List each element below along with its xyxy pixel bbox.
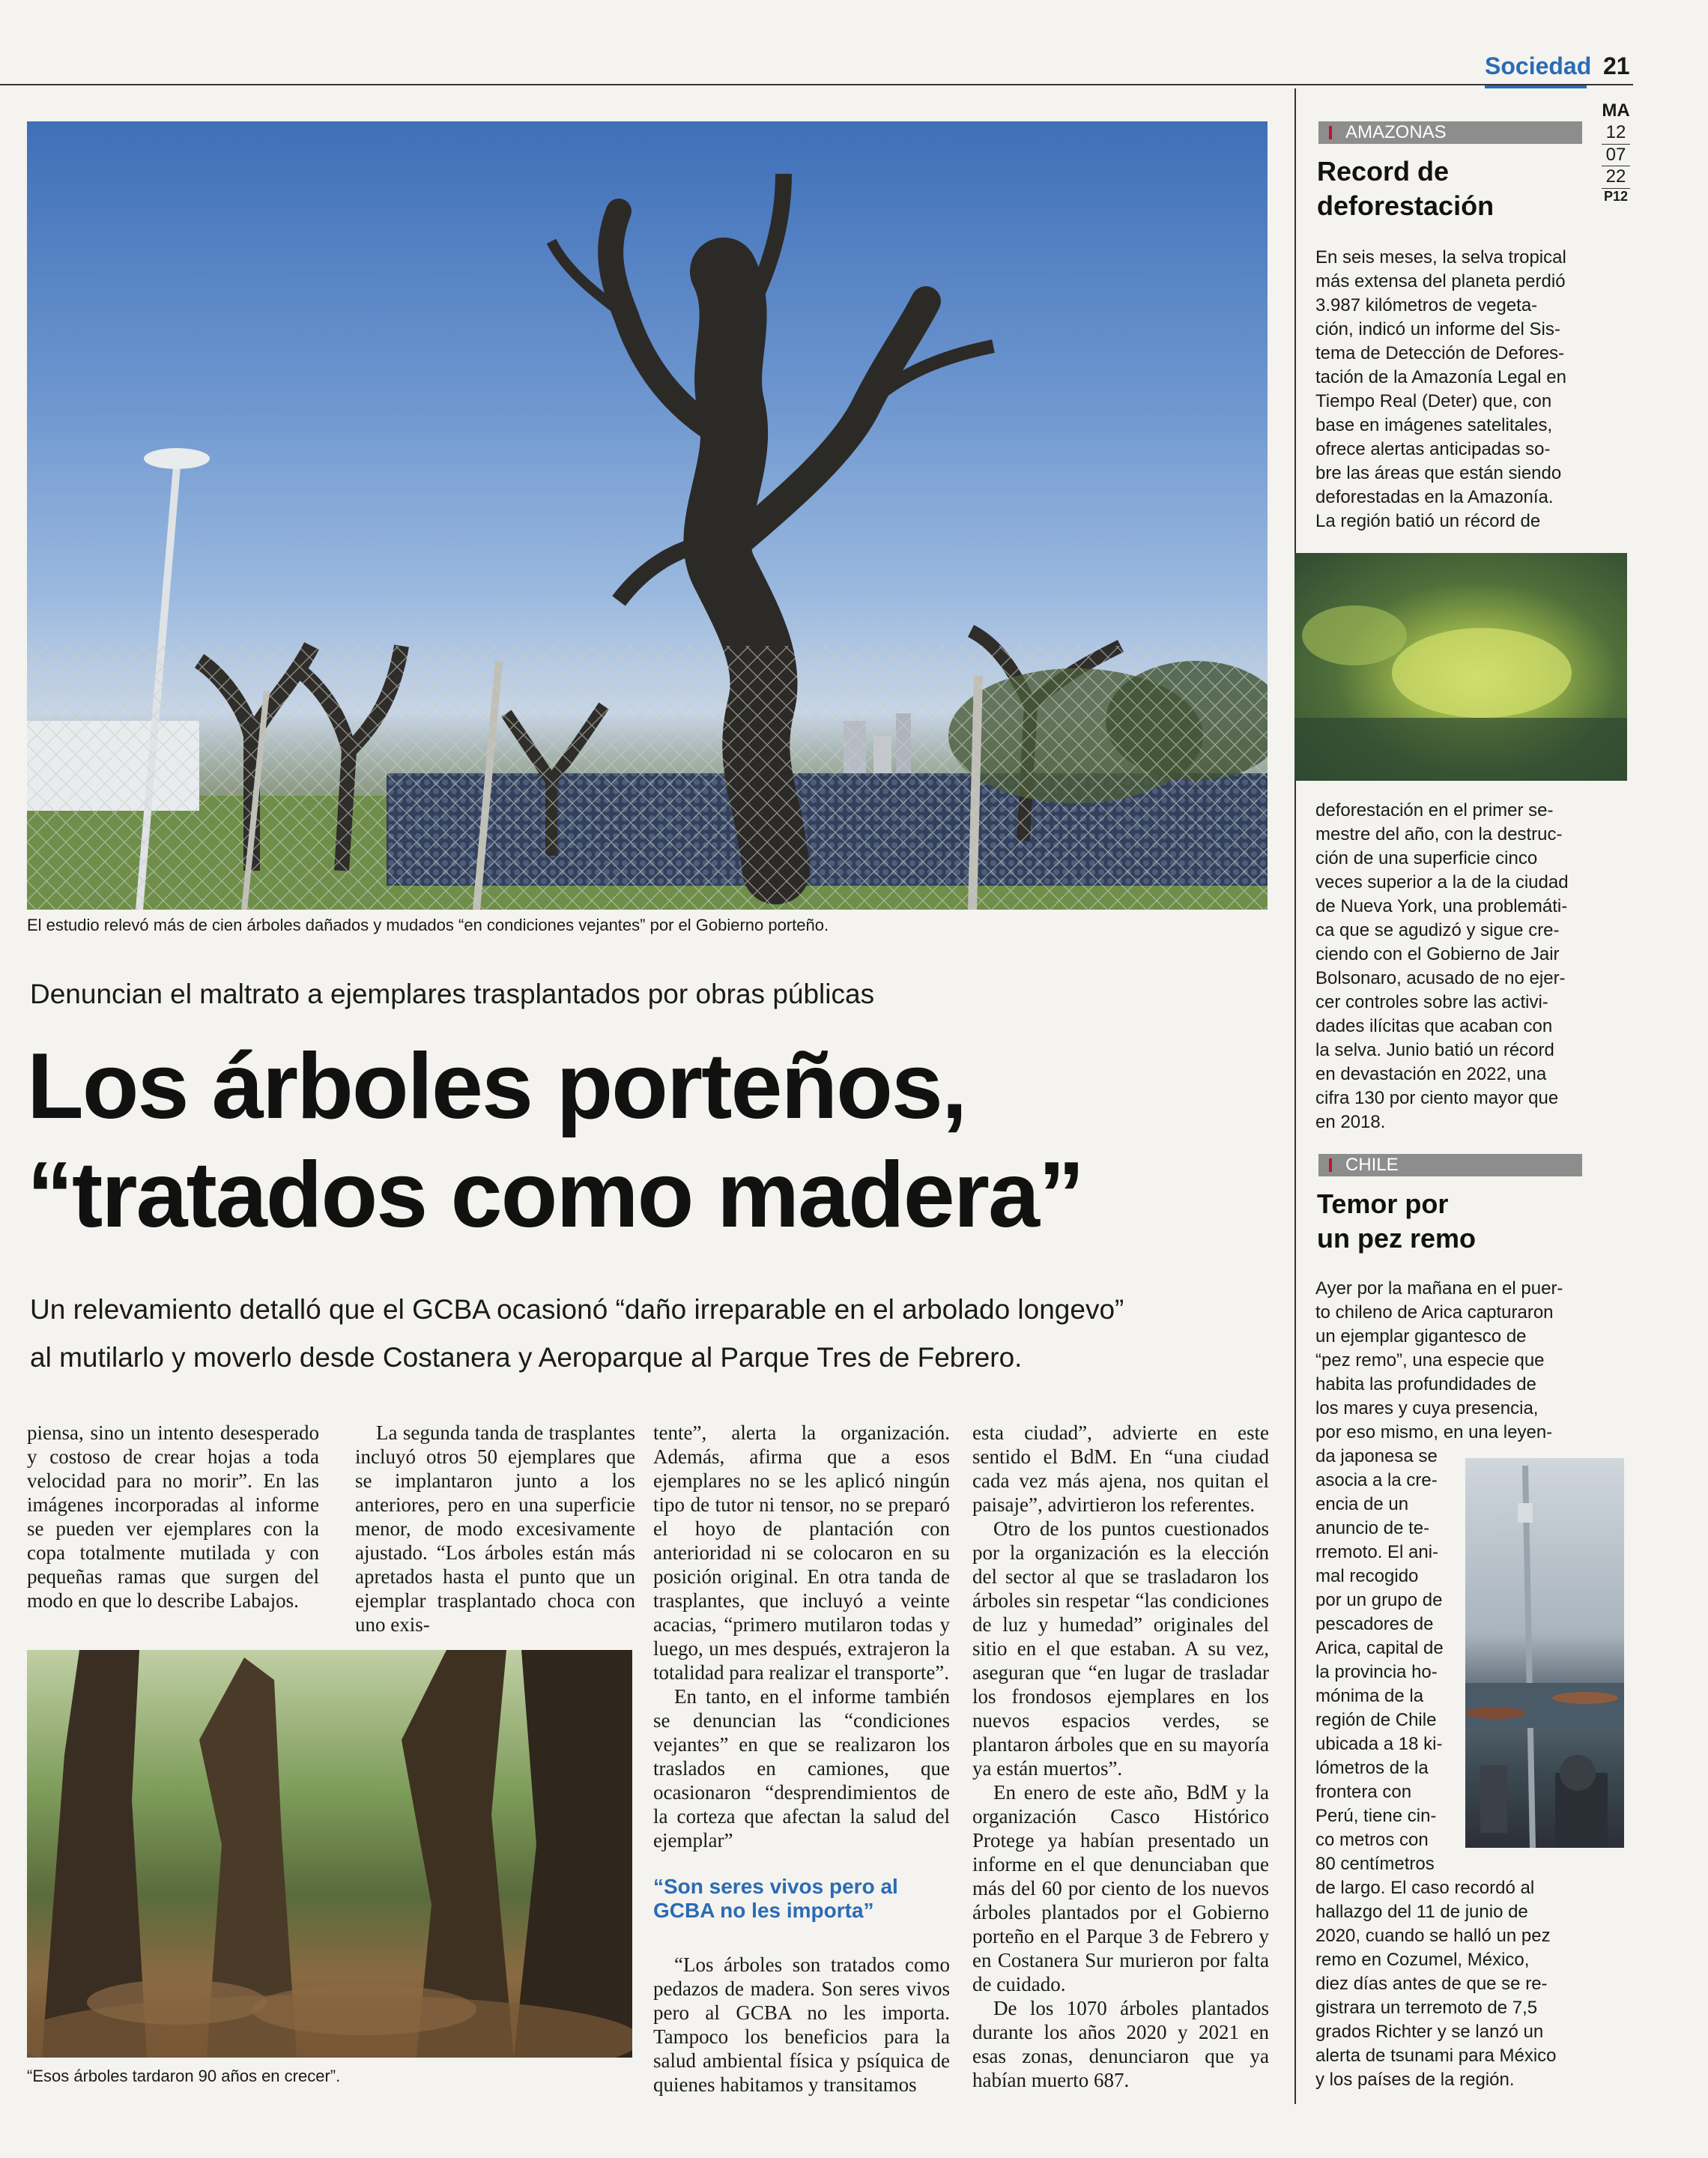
text-line: asocia a la cre-: [1315, 1470, 1438, 1490]
text-line: en 2018.: [1315, 1112, 1386, 1132]
body-paragraph: De los 1070 árboles plantados durante los años 2020 y 2021 en esas zonas, denunciaron que ya habían muerto 687.: [972, 1997, 1269, 2091]
tag-amazonas: AMAZONAS: [1318, 121, 1582, 144]
text-line: de Nueva York, una problemáti-: [1315, 896, 1568, 916]
text-line: por eso mismo, en una leyen-: [1315, 1422, 1553, 1442]
text-line: ca que se agudizó y sigue cre-: [1315, 920, 1560, 940]
tree-illustration: [27, 121, 1268, 910]
top-rule: [0, 84, 1633, 85]
tag-chile: CHILE: [1318, 1154, 1582, 1176]
second-photo-caption: “Esos árboles tardaron 90 años en crecer”.: [27, 2067, 341, 2085]
date-day-abbrev: MA: [1602, 100, 1630, 121]
article-overline: Denuncian el maltrato a ejemplares trasplantados por obras públicas: [30, 979, 875, 1009]
body-column-4: [972, 1421, 1269, 2092]
page-number: 21: [1603, 52, 1630, 79]
text-line: y los países de la región.: [1315, 2070, 1515, 2090]
sidebar-text-chile-top: [1315, 1277, 1563, 1445]
text-line: Ayer por la mañana en el puer-: [1315, 1278, 1563, 1299]
trunks-illustration: [27, 1650, 632, 2058]
section-label: Sociedad: [1485, 52, 1592, 79]
main-photo-trees: [27, 121, 1268, 910]
text-line: ciendo con el Gobierno de Jair: [1315, 944, 1560, 964]
text-line: bre las áreas que están siendo: [1315, 463, 1562, 483]
main-photo-caption: El estudio relevó más de cien árboles dañados y mudados “en condiciones vejantes” por el Gobierno porteño.: [27, 916, 829, 934]
text-line: Bolsonaro, acusado de no ejer-: [1315, 968, 1566, 988]
text-line: 3.987 kilómetros de vegeta-: [1315, 295, 1538, 315]
title-line: Record de: [1317, 156, 1450, 187]
text-line: ubicada a 18 ki-: [1315, 1734, 1443, 1754]
sidebar-divider: [1294, 88, 1296, 2104]
text-line: “pez remo”, una especie que: [1315, 1350, 1545, 1370]
text-line: remo en Cozumel, México,: [1315, 1950, 1530, 1970]
text-line: los mares y cuya presencia,: [1315, 1398, 1539, 1418]
text-line: región de Chile: [1315, 1710, 1437, 1730]
text-line: cer controles sobre las activi-: [1315, 992, 1548, 1012]
text-line: por un grupo de: [1315, 1590, 1443, 1610]
text-line: más extensa del planeta perdió: [1315, 271, 1566, 291]
text-line: cifra 130 por ciento mayor que: [1315, 1088, 1559, 1108]
body-paragraph: piensa, sino un intento desesperado y costoso de crear hojas a toda velocidad para no morir”. En las imágenes incorporadas al informe se pueden ver ejemplares con la copa totalmente mutilada y con pequeñas ramas que surgen del modo en que lo describe Labajos.: [27, 1421, 319, 1612]
second-photo-trunks: [27, 1650, 632, 2058]
text-line: dades ilícitas que acaban con: [1315, 1016, 1553, 1036]
text-line: habita las profundidades de: [1315, 1374, 1536, 1394]
text-line: ción, indicó un informe del Sis-: [1315, 319, 1560, 339]
chile-oarfish-photo: [1465, 1458, 1624, 1848]
text-line: frontera con: [1315, 1782, 1412, 1802]
text-line: la provincia ho-: [1315, 1662, 1438, 1682]
text-line: la selva. Junio batió un récord: [1315, 1040, 1554, 1060]
date-day: 12: [1602, 122, 1630, 145]
text-line: ofrece alertas anticipadas so-: [1315, 439, 1551, 459]
text-line: gistrara un terremoto de 7,5: [1315, 1998, 1538, 2018]
text-line: diez días antes de que se re-: [1315, 1974, 1548, 1994]
body-paragraph: esta ciudad”, advierte en este sentido el BdM. En “una ciudad cada vez más ajena, nos quitan el paisaje”, advirtieron los referentes.: [972, 1421, 1269, 1516]
text-line: lómetros de la: [1315, 1758, 1429, 1778]
text-line: un ejemplar gigantesco de: [1315, 1326, 1527, 1347]
text-line: en devastación en 2022, una: [1315, 1064, 1547, 1084]
text-line: co metros con: [1315, 1830, 1429, 1850]
headline-line-1: Los árboles porteños,: [27, 1035, 966, 1138]
text-line: tación de la Amazonía Legal en: [1315, 367, 1566, 387]
date-month: 07: [1602, 145, 1630, 167]
text-line: de largo. El caso recordó al: [1315, 1878, 1535, 1898]
text-line: base en imágenes satelitales,: [1315, 415, 1553, 435]
sidebar-text-amazonas-bottom: [1315, 799, 1569, 1134]
article-subhead: “Son seres vivos pero al GCBA no les importa”: [653, 1875, 898, 1922]
text-line: da japonesa se: [1315, 1446, 1438, 1466]
body-paragraph: tente”, alerta la organización. Además, afirma que a esos ejemplares no se les aplicó ningún tipo de tutor ni tensor, no se preparó el hoyo de plantación con anterioridad ni se colocaron en su posición original. En otra tanda de trasplantes, que incluyó a veinte acacias, “primero mutilaron todas y luego, un mes después, extrajeron la totalidad para realizar el transporte”.: [653, 1421, 950, 1684]
text-line: Arica, capital de: [1315, 1638, 1444, 1658]
date-box: [1602, 100, 1630, 205]
text-line: anuncio de te-: [1315, 1518, 1430, 1538]
aerial-forest-illustration: [1294, 553, 1627, 781]
text-line: mestre del año, con la destruc-: [1315, 824, 1563, 844]
edition-mark: P12: [1603, 189, 1629, 205]
text-line: En seis meses, la selva tropical: [1315, 247, 1566, 268]
body-paragraph: En enero de este año, BdM y la organización Casco Histórico Protege ya habían presentado un informe en el que denunciaban que más del 60 por ciento de los nuevos árboles plantados por el Gobierno porteño en el Parque 3 de Febrero y en Costanera Sur murieron por falta de cuidado.: [972, 1781, 1269, 1995]
sidebar-text-chile-bottom: [1315, 1852, 1557, 2092]
title-line: Temor por: [1317, 1188, 1449, 1219]
text-line: 80 centímetros: [1315, 1854, 1435, 1874]
headline-line-2: “tratados como madera”: [27, 1143, 1083, 1248]
sidebar-title-chile: [1317, 1187, 1476, 1256]
article-headline: [27, 1033, 1256, 1250]
text-line: pescadores de: [1315, 1614, 1434, 1634]
text-line: deforestadas en la Amazonía.: [1315, 487, 1554, 507]
body-paragraph: Otro de los puntos cuestionados por la organización es la elección del sector al que se trasladaron los árboles sin respetar “las condiciones de luz y humedad” originales del sitio en el que estaban. A su vez, aseguran que “en lugar de trasladar los frondosos ejemplares en los nuevos espacios verdes, se plantaron árboles que en su mayoría ya están muertos”.: [972, 1517, 1269, 1780]
body-column-2: [355, 1421, 635, 1636]
body-paragraph: En tanto, en el informe también se denuncian las “condiciones vejantes” en que se realizaron los traslados en camiones, que ocasionaron “desprendimientos de la corteza que afectan la salud del ejemplar”: [653, 1685, 950, 1852]
text-line: mal recogido: [1315, 1566, 1419, 1586]
text-line: ción de una superficie cinco: [1315, 848, 1538, 868]
body-paragraph: “Los árboles son tratados como pedazos de madera. Son seres vivos pero al GCBA no les importa. Tampoco los beneficios para la salud ambiental física y psíquica de quienes habitamos y transitamos: [653, 1953, 950, 2096]
body-column-1: [27, 1421, 319, 1613]
deck-line-1: Un relevamiento detalló que el GCBA ocasionó “daño irreparable en el arbolado longevo”: [30, 1294, 1124, 1325]
sidebar-text-amazonas-top: [1315, 246, 1566, 534]
sidebar-title-amazonas: [1317, 154, 1494, 223]
text-line: 2020, cuando se halló un pez: [1315, 1926, 1551, 1946]
title-line: un pez remo: [1317, 1223, 1477, 1254]
amazon-deforestation-photo: [1294, 553, 1627, 781]
sidebar-text-chile-narrow: [1315, 1445, 1444, 1852]
date-year: 22: [1602, 166, 1630, 189]
text-line: tema de Detección de Defores-: [1315, 343, 1565, 363]
article-deck: [30, 1286, 1259, 1382]
harbor-illustration: [1465, 1458, 1624, 1848]
deck-line-2: al mutilarlo y moverlo desde Costanera y Aeroparque al Parque Tres de Febrero.: [30, 1342, 1023, 1373]
text-line: deforestación en el primer se-: [1315, 800, 1554, 820]
text-line: rremoto. El ani-: [1315, 1542, 1439, 1562]
text-line: Perú, tiene cin-: [1315, 1806, 1437, 1826]
body-paragraph: La segunda tanda de trasplantes incluyó otros 50 ejemplares que se implantaron junto a los anteriores, pero en una superficie menor, de modo excesivamente ajustado. “Los árboles están más apretados hasta el punto que un ejemplar trasplantado choca con uno exis-: [355, 1421, 635, 1636]
body-column-3: [653, 1421, 950, 2097]
text-line: encia de un: [1315, 1494, 1409, 1514]
text-line: alerta de tsunami para México: [1315, 2046, 1557, 2066]
text-line: hallazgo del 11 de junio de: [1315, 1902, 1528, 1922]
text-line: veces superior a la de la ciudad: [1315, 872, 1569, 892]
title-line: deforestación: [1317, 190, 1494, 221]
text-line: grados Richter y se lanzó un: [1315, 2022, 1544, 2042]
text-line: La región batió un récord de: [1315, 511, 1541, 531]
text-line: Tiempo Real (Deter) que, con: [1315, 391, 1552, 411]
text-line: mónima de la: [1315, 1686, 1424, 1706]
text-line: to chileno de Arica capturaron: [1315, 1302, 1554, 1323]
